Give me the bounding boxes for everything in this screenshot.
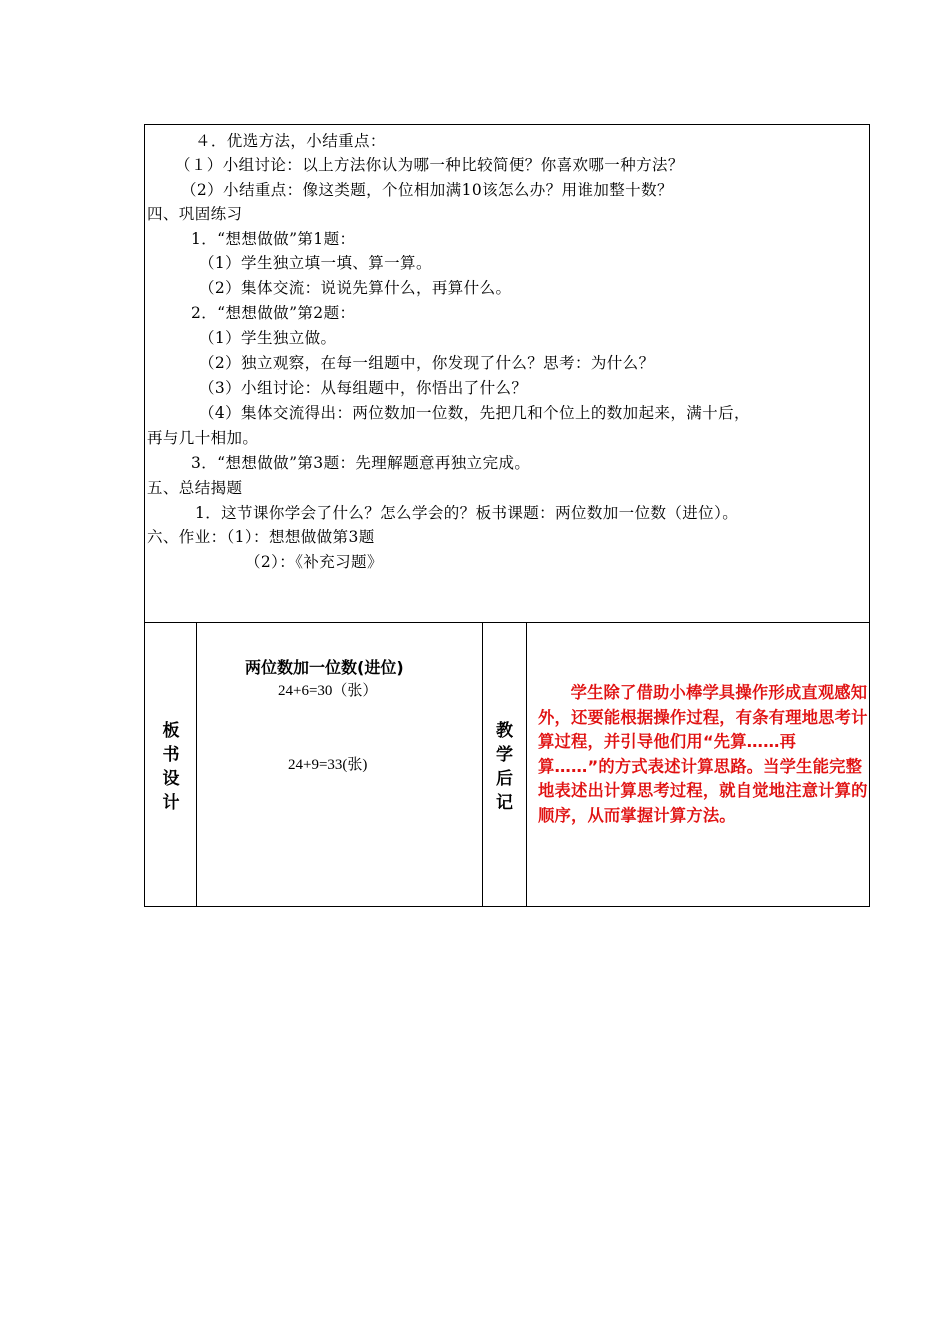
text-line: （2）小结重点：像这类题，个位相加满10该怎么办？用谁加整十数？	[181, 181, 673, 199]
section-heading: 四、巩固练习	[147, 205, 243, 223]
board-title: 两位数加一位数(进位)	[245, 658, 404, 677]
reflection-text: 学生除了借助小棒学具操作形成直观感知外，还要能根据操作过程，有条有理地思考计算过程，并引导他们用“先算……再算……”的方式表述计算思路。当学生能完整地表述出计算思考过程，就自觉地注意计算的顺序，从而掌握计算方法。	[538, 683, 868, 825]
text-line: （１）小组讨论：以上方法你认为哪一种比较简便？你喜欢哪一种方法？	[175, 156, 684, 174]
section-heading: 五、总结揭题	[147, 479, 243, 497]
text-line: （2）集体交流：说说先算什么，再算什么。	[199, 279, 512, 297]
text-line: （2）：《补充习题》	[245, 553, 383, 571]
board-equation: 24+9=33(张)	[288, 757, 368, 773]
lesson-steps-cell	[145, 125, 869, 622]
lesson-table	[144, 124, 870, 907]
row-divider	[145, 622, 869, 623]
text-line: 1．“想想做做”第1题：	[191, 230, 356, 248]
text-line: 1．这节课你学会了什么？怎么学会的？板书课题：两位数加一位数（进位）。	[195, 504, 739, 522]
section-heading: 六、作业：（1）：想想做做第3题	[147, 528, 375, 546]
text-line: （1）学生独立填一填、算一算。	[199, 254, 432, 272]
text-line: 3．“想想做做”第3题：先理解题意再独立完成。	[191, 454, 531, 472]
reflection-label: 教 学 后 记	[496, 721, 513, 813]
text-line: （4）集体交流得出：两位数加一位数，先把几和个位上的数加起来，满十后，	[199, 404, 750, 422]
text-line: （1）学生独立做。	[199, 329, 337, 347]
text-line: ４．优选方法，小结重点：	[195, 132, 386, 150]
text-line: 2．“想想做做”第2题：	[191, 304, 356, 322]
text-line: （2）独立观察，在每一组题中，你发现了什么？思考：为什么？	[199, 354, 655, 372]
board-design-label: 板 书 设 计	[162, 721, 180, 813]
board-equation: 24+6=30（张）	[278, 683, 378, 699]
text-line: 再与几十相加。	[147, 429, 259, 447]
text-line: （3）小组讨论：从每组题中，你悟出了什么？	[199, 379, 528, 397]
